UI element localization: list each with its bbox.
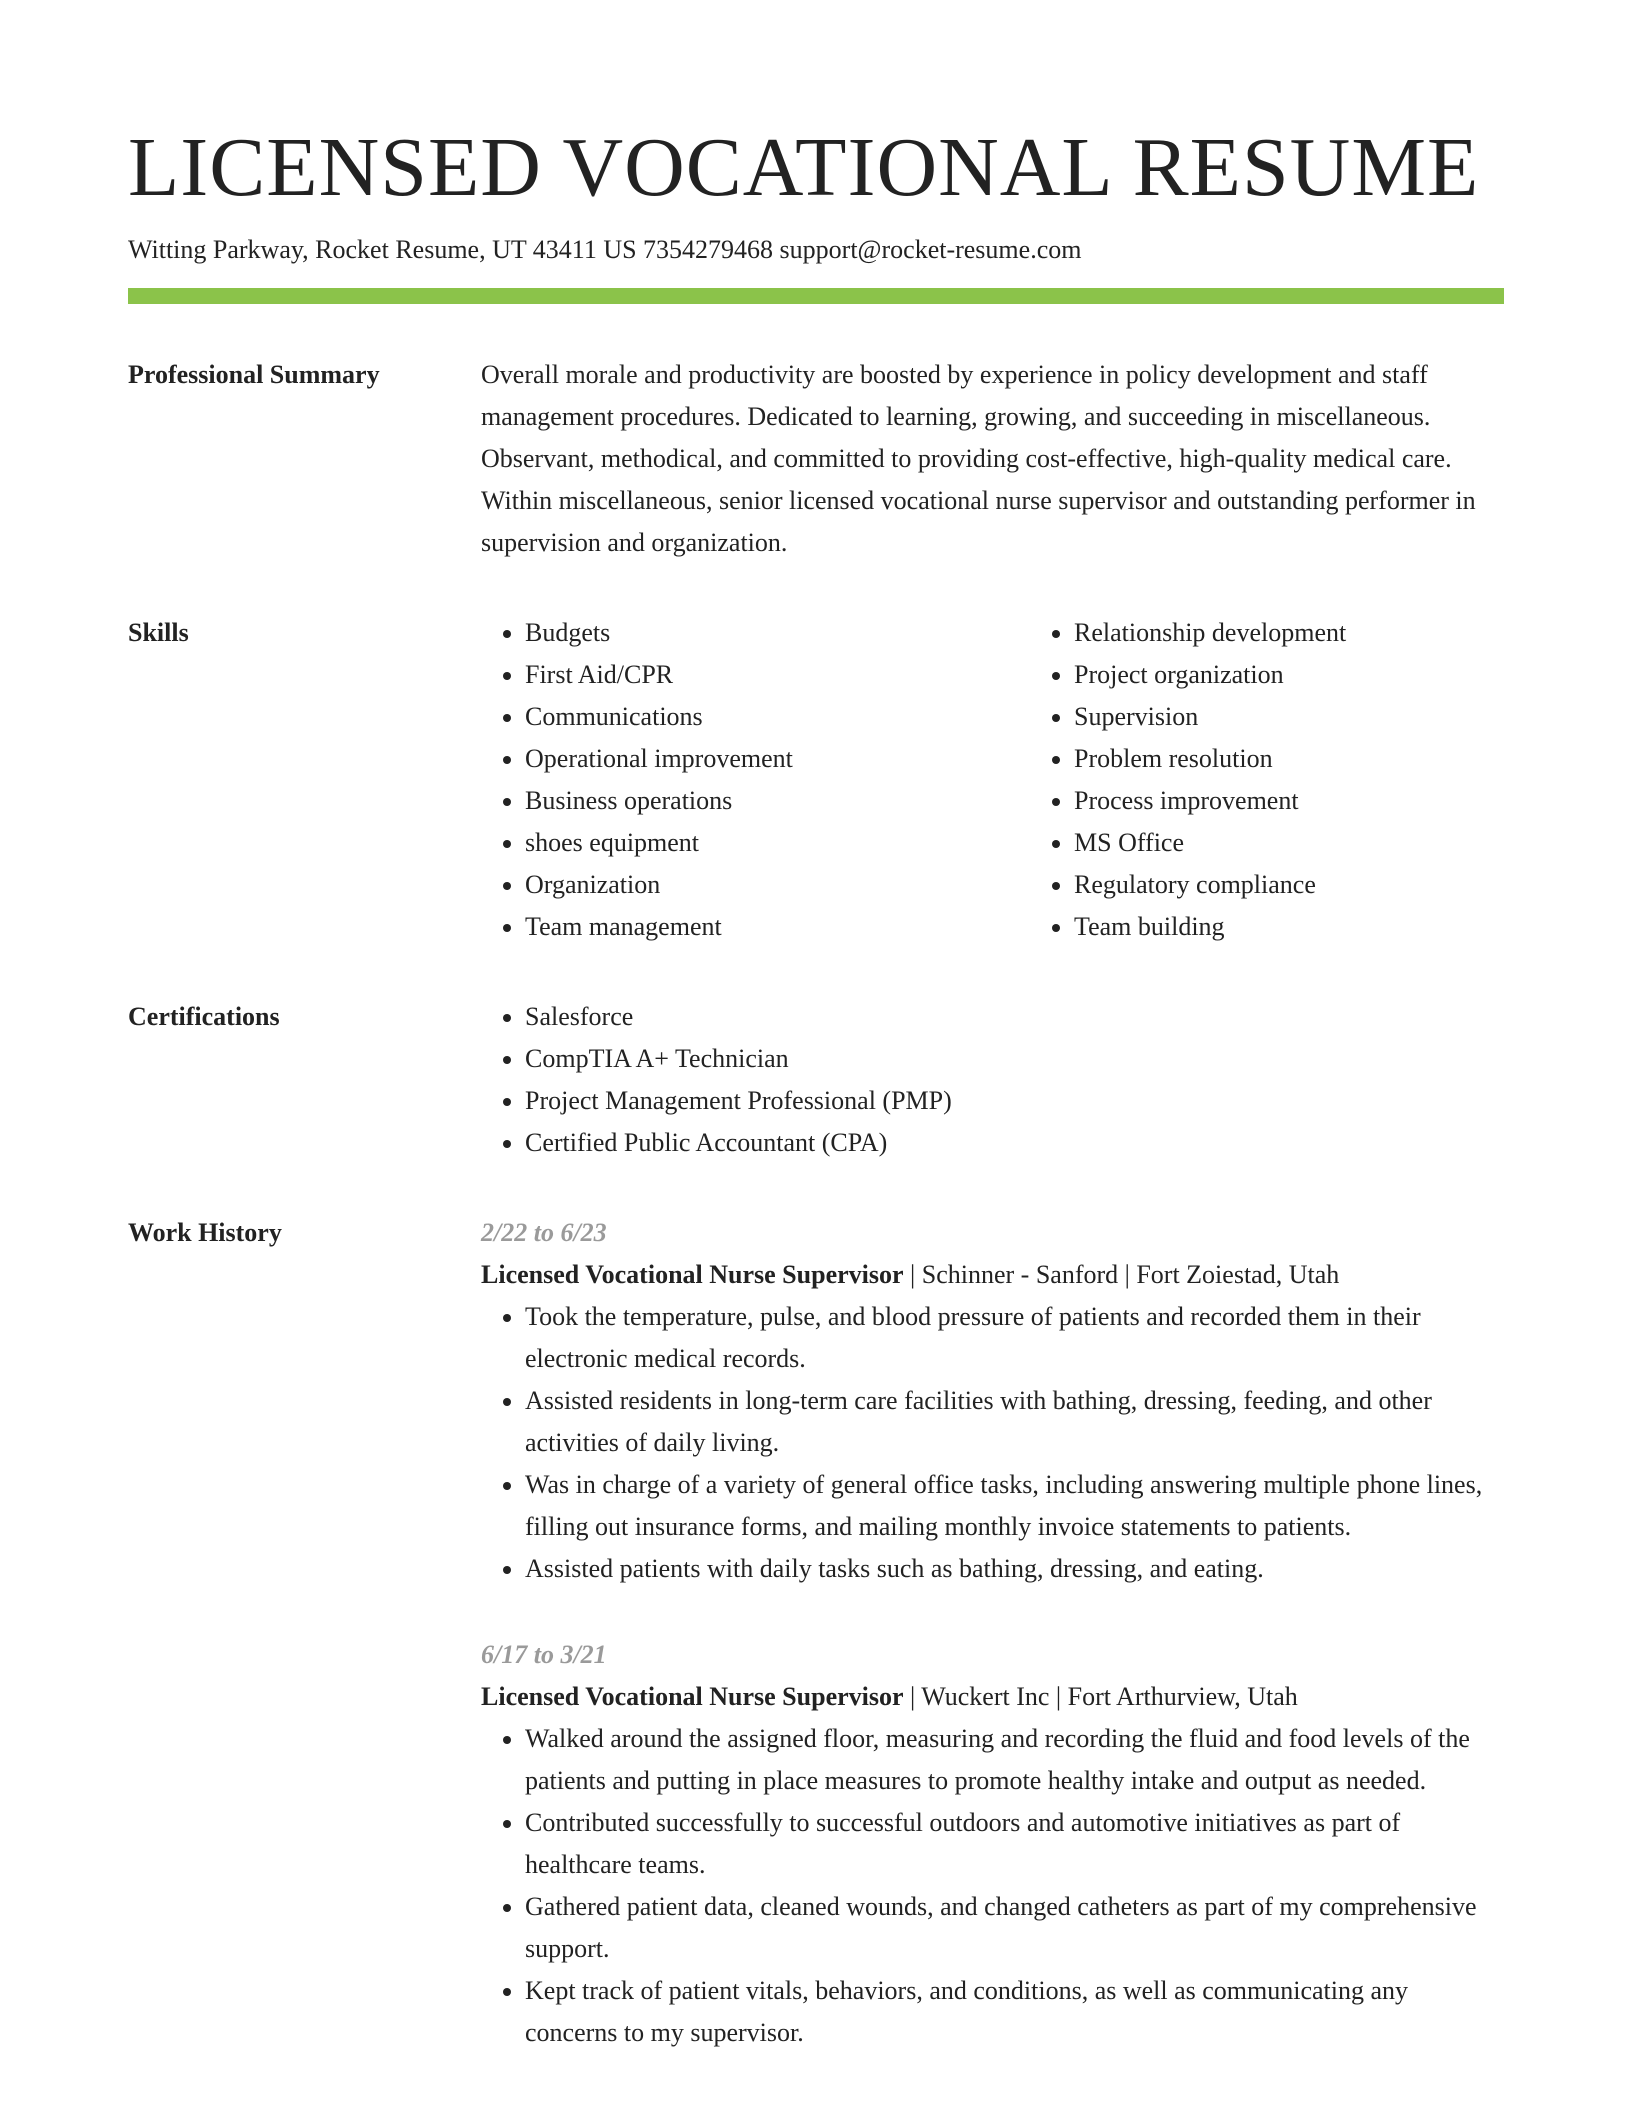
- work-history-heading: Work History: [128, 1218, 282, 1247]
- certification-item: • CompTIA A+ Technician: [525, 1038, 1504, 1080]
- skill-item: • Regulatory compliance: [1074, 864, 1579, 906]
- job-dates: 2/22 to 6/23: [481, 1218, 607, 1247]
- summary-section: [128, 354, 1504, 564]
- skill-item: • Organization: [525, 864, 1030, 906]
- skill-item: • Team management: [525, 906, 1030, 948]
- job-entry: [481, 1212, 1504, 1590]
- certification-item: • Salesforce: [525, 996, 1504, 1038]
- accent-divider: [128, 288, 1504, 304]
- work-history-section: [128, 1212, 1504, 2098]
- certifications-list: [481, 996, 1504, 1164]
- job-role: Licensed Vocational Nurse Supervisor: [481, 1260, 904, 1289]
- job-company-location: | Wuckert Inc | Fort Arthurview, Utah: [903, 1682, 1298, 1711]
- job-duty: • Gathered patient data, cleaned wounds, and changed catheters as part of my comprehensive support.: [525, 1886, 1504, 1970]
- skill-item: • MS Office: [1074, 822, 1579, 864]
- skill-item: • Budgets: [525, 612, 1030, 654]
- job-duty: • Contributed successfully to successful outdoors and automotive initiatives as part of healthcare teams.: [525, 1802, 1504, 1886]
- summary-text: Overall morale and productivity are boosted by experience in policy development and staff management procedures. Dedicated to learning, growing, and succeeding in miscellaneous. Observant, methodical, and committed to providing cost-effective, high-quality medical care. Within miscellaneous, senior licensed vocational nurse supervisor and outstanding performer in supervision and organization.: [481, 360, 1476, 557]
- certifications-section: [128, 996, 1504, 1164]
- summary-body: [481, 354, 1504, 564]
- skill-item: • Business operations: [525, 780, 1030, 822]
- job-duty: • Was in charge of a variety of general office tasks, including answering multiple phone lines, filling out insurance forms, and mailing monthly invoice statements to patients.: [525, 1464, 1504, 1548]
- work-history-body: [481, 1212, 1504, 2098]
- skills-heading: Skills: [128, 618, 189, 647]
- resume-title: LICENSED VOCATIONAL RESUME: [128, 121, 1480, 214]
- job-company-location: | Schinner - Sanford | Fort Zoiestad, Utah: [903, 1260, 1340, 1289]
- skill-item: • Operational improvement: [525, 738, 1030, 780]
- skill-item: • Process improvement: [1074, 780, 1579, 822]
- certifications-body: [481, 996, 1504, 1164]
- job-duty: • Walked around the assigned floor, measuring and recording the fluid and food levels of the patients and putting in place measures to promote healthy intake and output as needed.: [525, 1718, 1504, 1802]
- job-duty: • Assisted residents in long-term care facilities with bathing, dressing, feeding, and other activities of daily living.: [525, 1380, 1504, 1464]
- job-duties-list: [481, 1296, 1504, 1590]
- skill-item: • Relationship development: [1074, 612, 1579, 654]
- job-duty: • Assisted patients with daily tasks such as bathing, dressing, and eating.: [525, 1548, 1504, 1590]
- skill-item: • shoes equipment: [525, 822, 1030, 864]
- job-duty: • Took the temperature, pulse, and blood pressure of patients and recorded them in their electronic medical records.: [525, 1296, 1504, 1380]
- contact-line: Witting Parkway, Rocket Resume, UT 43411 US 7354279468 support@rocket-resume.com: [128, 235, 1082, 264]
- summary-heading: Professional Summary: [128, 360, 380, 389]
- job-role: Licensed Vocational Nurse Supervisor: [481, 1682, 904, 1711]
- skills-column-1: [481, 612, 1030, 948]
- certifications-heading: Certifications: [128, 1002, 280, 1031]
- certification-item: • Certified Public Accountant (CPA): [525, 1122, 1504, 1164]
- job-heading: [481, 1254, 1504, 1296]
- skill-item: • Problem resolution: [1074, 738, 1579, 780]
- skill-item: • Project organization: [1074, 654, 1579, 696]
- skills-section: [128, 612, 1504, 948]
- skill-item: • Team building: [1074, 906, 1579, 948]
- skills-column-2: [1030, 612, 1579, 948]
- skill-item: • Supervision: [1074, 696, 1579, 738]
- job-heading: [481, 1676, 1504, 1718]
- job-duty: • Kept track of patient vitals, behaviors, and conditions, as well as communicating any concerns to my supervisor.: [525, 1970, 1504, 2054]
- certification-item: • Project Management Professional (PMP): [525, 1080, 1504, 1122]
- job-entry: [481, 1634, 1504, 2054]
- job-dates: 6/17 to 3/21: [481, 1640, 607, 1669]
- job-duties-list: [481, 1718, 1504, 2054]
- skills-grid: [481, 612, 1579, 948]
- skill-item: • Communications: [525, 696, 1030, 738]
- skill-item: • First Aid/CPR: [525, 654, 1030, 696]
